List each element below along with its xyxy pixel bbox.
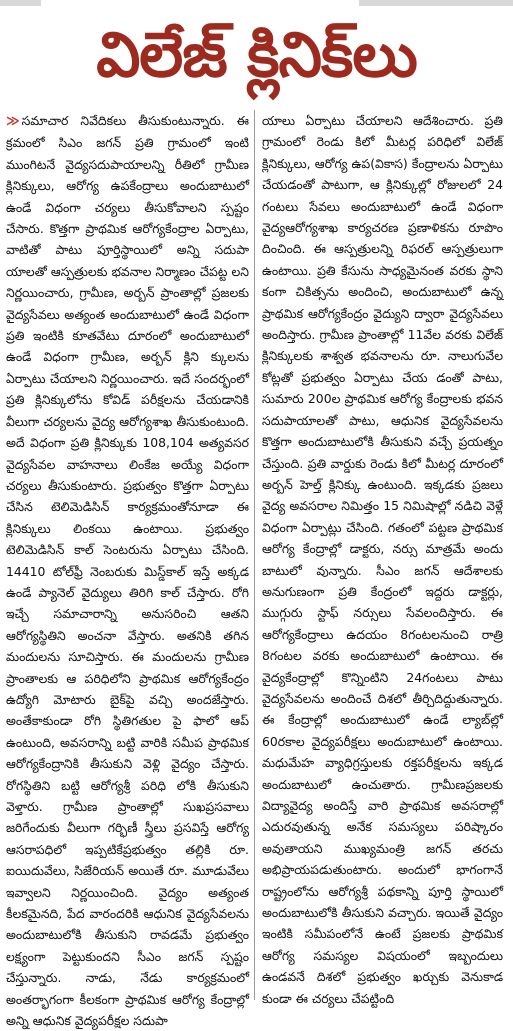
right-column-text: యాలు ఏర్పాటు చేయాలని ఆదేశించారు. ప్రతి గ్రామంలో రెండు కిలో మీటర్ల పరిధిలో విలేజ్ క్లినిక్కులు, ఆరోగ్య ఉప(వికాస) కేంద్రాలను ఏర్పాటు చేయడంతో పాటుగా, ఆ క్లినిక్కుల్లో రోజులలో 24 గంటలు సేవలు అందుబాటులో ఉండే విధంగా వైద్యఆరోగ్యశాఖ కార్యచరణ ప్రణాళికను రూపొం దించింది. ఈ ఆస్పత్రులన్ని రిఫరల్ ఆస్పత్రులుగా ఉంటాయి. ప్రతి కేసును సాధ్యమైనంత వరకు స్థాని కంగా చికిత్సను అందించి, అందుబాటులో ఉన్న ప్రాథమిక ఆరోగ్యకేంద్రం వైద్యుని ద్వారా వైద్యసేవలు అందిస్తారు. గ్రామీణ ప్రాంతాల్లో 11వేల వరకు విలేజ్ క్లినిక్కులకు శాశ్వత భవనాలను రూ. నాలుగువేల కోట్లతో ప్రభుత్వం ఏర్పాటు చేయ డంతో పాటు, సుమారు 200ల ప్రాథమిక ఆరోగ్య కేంద్రాలకు భవన సదుపాయాలతో పాటు, ఆధునిక వైద్యసేవలను కొత్తగా అందుబాటులోకి తీసుకుని వచ్చే ప్రయత్నం చేస్తుంది. ప్రతి వార్డుకు రెండు కిలో మీటర్ల దూరంలో అర్బన్ హెల్త్ క్లినిక్కు ఉంటుంది. ఇక్కడకు ప్రజలు వైద్య అవసరాల నిమిత్తం 15 నిమిషాల్లో నడిచి వెళ్లే విధంగా ఏర్పాట్లు చేసింది. గతంలో పట్టణ ప్రాథమిక ఆరోగ్య కేంద్రాల్లో డాక్టరు, నర్సు మాత్రమే అందు బాటులో వున్నారు. సీఎం జగన్ ఆదేశాలకు అనుగుణంగా ప్రతి కేంద్రంలో ఇద్దరు డాక్టర్లు, ముగ్గురు స్టాఫ్ నర్సులు సేవలందిస్తారు. ఈ ఆరోగ్యకేంద్రాలు ఉదయం 8గంటలనుంచి రాత్రి 8గంటల వరకు అందుబాటులో ఉంటాయి. ఈ వైద్యకేంద్రాల్లో కొన్నింటిని 24గంటలు పాటు వైద్యసేవలను అందించే దిశలో తీర్చిదిద్దుతున్నారు. ఈ కేంద్రాల్లో అందుబాటులో ఉండే ల్యాబ్‌ల్లో 60రకాల వైద్యపరీక్షలు అందుబాటులో ఉంటాయి. మధుమేహ వ్యాధిగ్రస్తులకు రక్తపరీక్షలను ఇక్కడ అందుబాటులో ఉంచుతారు. గ్రామీణప్రజలకు విద్యావైద్య అందిస్తే వారి ప్రాథమిక అవసరాల్లో ఎదురవుతున్న అనేక సమస్యలు పరిష్కారం అవుతాయని ముఖ్యమంత్రి జగన్ తరచు అభిప్రాయపడుతుంటారు. అందులో భాగంగానే రాష్ట్రంలోను ఆరోగ్యశ్రీ పథకాన్ని పూర్తి స్థాయిలో అందుబాటులోకి తీసుకుని వచ్చారు. ఇయితే వైద్యం ఇంటికి సమీపంలోనే ఉంటే ప్రజలకు ప్రాథమిక ఆరోగ్య సమస్యల విషయంలో ఇబ్బందులు ఉండవనే దిశలో ప్రభుత్వం ఖర్చుకు వెనుకాడ కుండా ఈ చర్యలు చేపట్టింది	[262, 113, 503, 1006]
cropped-top-strip	[0, 0, 513, 6]
article-columns	[6, 110, 507, 1029]
left-column	[6, 110, 254, 1029]
headline: విలేజ్ క్లినిక్‌లు	[96, 18, 417, 91]
left-column-text: సమాచార నివేదికలు తీసుకుంటున్నారు. ఈ క్రమంలో సిఎం జగన్ ప్రతి గ్రామంలో ఇంటి ముంగిటనే వైద్యసదుపాయాలన్ని రీతిలో గ్రామీణ క్లినిక్కులు, ఆరోగ్య ఉపకేంద్రాలు అందుబాటులో ఉండే విధంగా చర్యలు తీసుకోవాలని స్పష్టం చేసారు. కొత్తగా ప్రాథమిక ఆరోగ్యకేంద్రాల ఏర్పాటు, వాటితో పాటు పూర్తిస్థాయిలో అన్ని సదుపా యాలతో ఆస్పత్రులకు భవనాల నిర్మాణం చేపట్ట లని నిర్ణయించారు, గ్రామీణ, అర్బన్ ప్రాంతాల్లో ప్రజలకు వైద్యసేవలు అత్యంత అందుబాటులో ఉండే విధంగా ప్రతి ఇంటికి కూతవేటు దూరంలో అందుబాటులో ఉండే విధంగా గ్రామీణ, అర్బన్ క్లిని క్కులను ఏర్పాటు చేయాలని నిర్ణయించారు. ఇదే సందర్భంలో ప్రతి క్లినిక్కులోను కోవిడ్ పరీక్షలను చేయడానికి వీలుగా చర్యలను వైద్య ఆరోగ్యశాఖ తీసుకుంటుంది. అదే విధంగా ప్రతి క్లినిక్కుకు 108,104 అత్యవసర వైద్యసేవల వాహనాలు లింకేజ అయ్యే విధంగా చర్యలు తీసుకుంటారు. ప్రభుత్వం కొత్తగా ఏర్పాటు చేసిన టెలిమెడిసిన్ కార్యక్రమంతోనూడా ఈ క్లినిక్కులు లింకయి ఉంటాయి. ప్రభుత్వం టెలిమెడిసిన్ కాల్ సెంటరును ఏర్పాటు చేసింది. 14410 టోల్‌ఫ్రీ నెంబరుకు మిస్డ్‌కాల్ ఇస్తే అక్కడ ఉండే ప్యానెల్ వైద్యులు తిరిగి కాల్ చేస్తారు. రోగి ఇచ్చే సమాచారాన్ని అనుసరించి ఆతని ఆరోగ్యస్థితిని అంచనా వేస్తారు. అతనికి తగిన మందులను సూచిస్తారు. ఈ మందులను గ్రామీణ ప్రాంతాలకు ఆ పరిధిలోని ప్రాథమిక ఆరోగ్యకేంద్రం ఉద్యోగి మోటారు బైక్‌పై వచ్చి అందజేస్తారు. అంతేకాకుండా రోగి స్థితిగతుల పై ఫాలో ఆప్ ఉంటుంది, అవసరాన్ని బట్టి వారికి సమీప ప్రాథమిక ఆరోగ్యకేంద్రానికి తీసుకుని వెళ్లి వైద్యం చేస్తారు. రోగస్థితిని బట్టి ఆరోగ్యశ్రీ పరిధి లోకి తీసుకుని వెళ్తారు. గ్రామీణ ప్రాంతాల్లో సుఖప్రసవాలు జరిగేందుకు వీలుగా గర్భిణీ స్త్రీలు ప్రసవిస్తే ఆరోగ్య ఆసరాపధిలో ఇప్పటికేప్రభుత్వం తల్లికి రూ. ఐయిదువేలు, సిజేరియన్ అయితే రూ. మూడువేలు ఇవ్వాలని నిర్ణయించింది. వైద్యం అత్యంత కీలకమైనది, పేద వారందరికి ఆధునిక వైద్యసేవలను అందుబాటులోకి తీసుకుని రావడమే ప్రభుత్వం లక్ష్యంగా పెట్టుకుందని సీఎం జగన్ స్పష్టం చేస్తున్నారు. నాడు, నేడు కార్యక్రమంలో అంతర్భాగంగా కీలకంగా ప్రాథమిక ఆరోగ్య కేంద్రాల్లో అన్ని ఆధునిక వైద్యపరీక్షల సదుపా	[6, 113, 249, 1029]
paragraph-marker-icon: ≫	[6, 114, 20, 129]
right-column	[255, 110, 503, 1006]
